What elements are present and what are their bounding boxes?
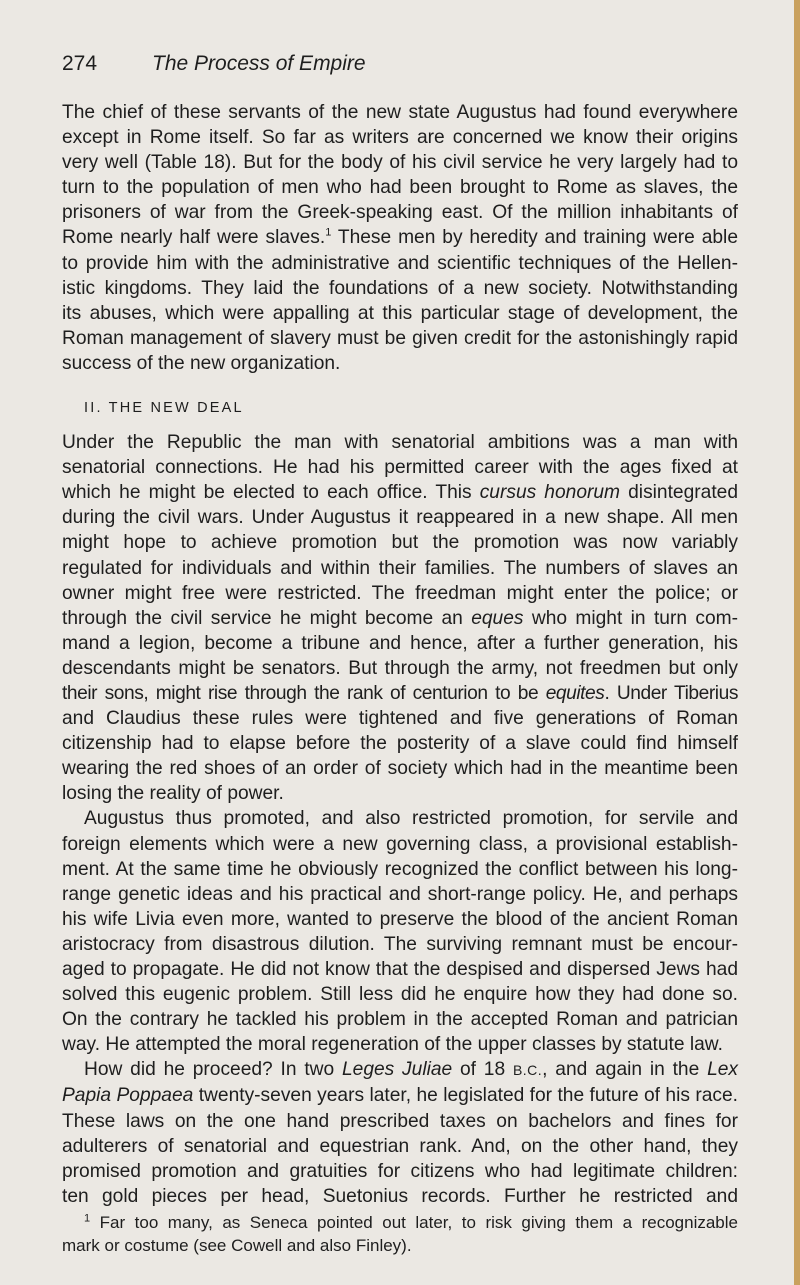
text-line <box>62 1083 738 1108</box>
text-line <box>62 681 738 706</box>
text-line: regulated for individuals and within their families. The numbers of slaves an <box>62 557 738 579</box>
text-line: Roman management of slavery must be given credit for the astonishingly rapid <box>62 327 738 349</box>
text-fragment: through the civil service he might become an <box>62 607 472 629</box>
text-line: prisoners of war from the Greek-speaking east. Of the million inhabitants of <box>62 202 738 224</box>
text-fragment: , and again in the <box>542 1059 708 1081</box>
text-line <box>62 225 738 250</box>
text-line: aged to propagate. He did not know that the despised and dispersed Jews had <box>62 959 738 980</box>
paragraph-3 <box>62 806 738 1057</box>
text-fragment: . Under Tiberius <box>604 682 738 704</box>
text-fragment: of 18 <box>452 1059 513 1081</box>
text-line: during the civil wars. Under Augustus it reappeared in a new shape. All men <box>62 507 738 529</box>
text-line: Augustus thus promoted, and also restricted promotion, for servile and <box>84 808 738 830</box>
text-line: The chief of these servants of the new state Augustus had found everywhere <box>62 102 738 123</box>
text-line <box>62 1057 738 1083</box>
footnote <box>62 1211 738 1257</box>
text-line: adulterers of senatorial and equestrian rank. And, on the other hand, they <box>62 1135 738 1157</box>
text-line: descendants might be senators. But through the army, not freedmen but only <box>62 657 738 679</box>
text-line: might hope to achieve promotion but the promotion was now variably <box>62 532 738 554</box>
text-line: range genetic ideas and his practical and short-range policy. He, and perhaps <box>62 883 738 905</box>
footnote-line <box>62 1211 738 1234</box>
text-line: senatorial connections. He had his permitted career with the ages fixed at <box>62 457 738 479</box>
text-line: promised promotion and gratuities for citizens who had legitimate children: <box>62 1160 738 1182</box>
text-line: foreign elements which were a new governing class, a provisional establish- <box>62 833 738 855</box>
running-title: The Process of Empire <box>152 52 366 75</box>
text-line: to provide him with the administrative and scientific techniques of the Hellen- <box>62 252 738 274</box>
text-line: losing the reality of power. <box>62 783 284 805</box>
text-line: wearing the red shoes of an order of society which had in the meantime been <box>62 758 738 780</box>
text-line: citizenship had to elapse before the posterity of a slave could find himself <box>62 733 738 755</box>
page-body <box>62 100 738 1257</box>
italic-term: Leges Juliae <box>341 1059 453 1081</box>
paragraph-1 <box>62 100 738 376</box>
text-fragment: These men by heredity and training were able <box>331 227 738 249</box>
page-number: 274 <box>62 52 98 75</box>
text-line: mand a legion, become a tribune and hence, after a further generation, his <box>62 632 738 654</box>
text-line: On the contrary he tackled his problem in the accepted Roman and patrician <box>62 1009 738 1031</box>
running-header <box>62 52 366 76</box>
text-line: owner might free were restricted. The freedman might enter the police; or <box>62 582 738 604</box>
text-line: istic kingdoms. They laid the foundations of a new society. Notwithstanding <box>62 277 738 299</box>
paragraph-2 <box>62 430 738 806</box>
text-line: very well (Table 18). But for the body of his civil service he very largely had to <box>62 152 738 174</box>
paragraph-4 <box>62 1057 738 1209</box>
text-line: way. He attempted the moral regeneration of the upper classes by statute law. <box>62 1034 723 1056</box>
text-line <box>62 480 738 505</box>
text-fragment: Rome nearly half were slaves. <box>62 227 326 249</box>
text-line: its abuses, which were appalling at this particular stage of development, the <box>62 302 738 324</box>
text-line <box>62 606 738 631</box>
text-line: ten gold pieces per head, Suetonius records. Further he restricted and <box>62 1185 738 1207</box>
text-line: turn to the population of men who had been brought to Rome as slaves, the <box>62 177 738 199</box>
italic-term: Lex <box>707 1059 738 1081</box>
text-line: except in Rome itself. So far as writers are concerned we know their origins <box>62 127 738 149</box>
text-fragment: How did he proceed? In two <box>84 1059 342 1081</box>
text-line: success of the new organization. <box>62 352 341 374</box>
text-fragment: Far too many, as Seneca pointed out later, to risk giving them a recognizable <box>90 1212 738 1232</box>
text-line: ment. At the same time he obviously recognized the conflict between his long- <box>62 858 738 880</box>
footnote-reference: 1 <box>325 227 332 240</box>
footnote-marker: 1 <box>84 1212 91 1225</box>
text-fragment: twenty-seven years later, he legislated for the future of his race. <box>193 1085 739 1107</box>
footnote-line: mark or costume (see Cowell and also Finley). <box>62 1235 412 1255</box>
text-fragment: which he might be elected to each office. This <box>62 482 480 504</box>
text-fragment: disintegrated <box>620 482 739 504</box>
text-fragment: who might in turn com- <box>523 607 739 629</box>
text-line: These laws on the one hand prescribed taxes on bachelors and fines for <box>62 1110 738 1132</box>
section-heading: II. THE NEW DEAL <box>84 400 244 417</box>
text-line: aristocracy from disastrous dilution. The surviving remnant must be encour- <box>62 933 738 955</box>
text-fragment: their sons, might rise through the rank of centurion to be <box>62 682 546 704</box>
italic-term: eques <box>471 607 524 629</box>
text-line: solved this eugenic problem. Still less did he enquire how they had done so. <box>62 984 738 1006</box>
text-line: his wife Livia even more, wanted to preserve the blood of the ancient Roman <box>62 908 738 930</box>
italic-term: equites <box>545 682 605 704</box>
page-edge <box>794 0 800 1285</box>
text-line: and Claudius these rules were tightened and five generations of Roman <box>62 708 738 730</box>
text-line: Under the Republic the man with senatorial ambitions was a man with <box>62 432 738 454</box>
italic-term: Papia Poppaea <box>62 1085 194 1107</box>
italic-term: cursus honorum <box>479 482 621 504</box>
small-caps-term: B.C. <box>512 1062 543 1079</box>
